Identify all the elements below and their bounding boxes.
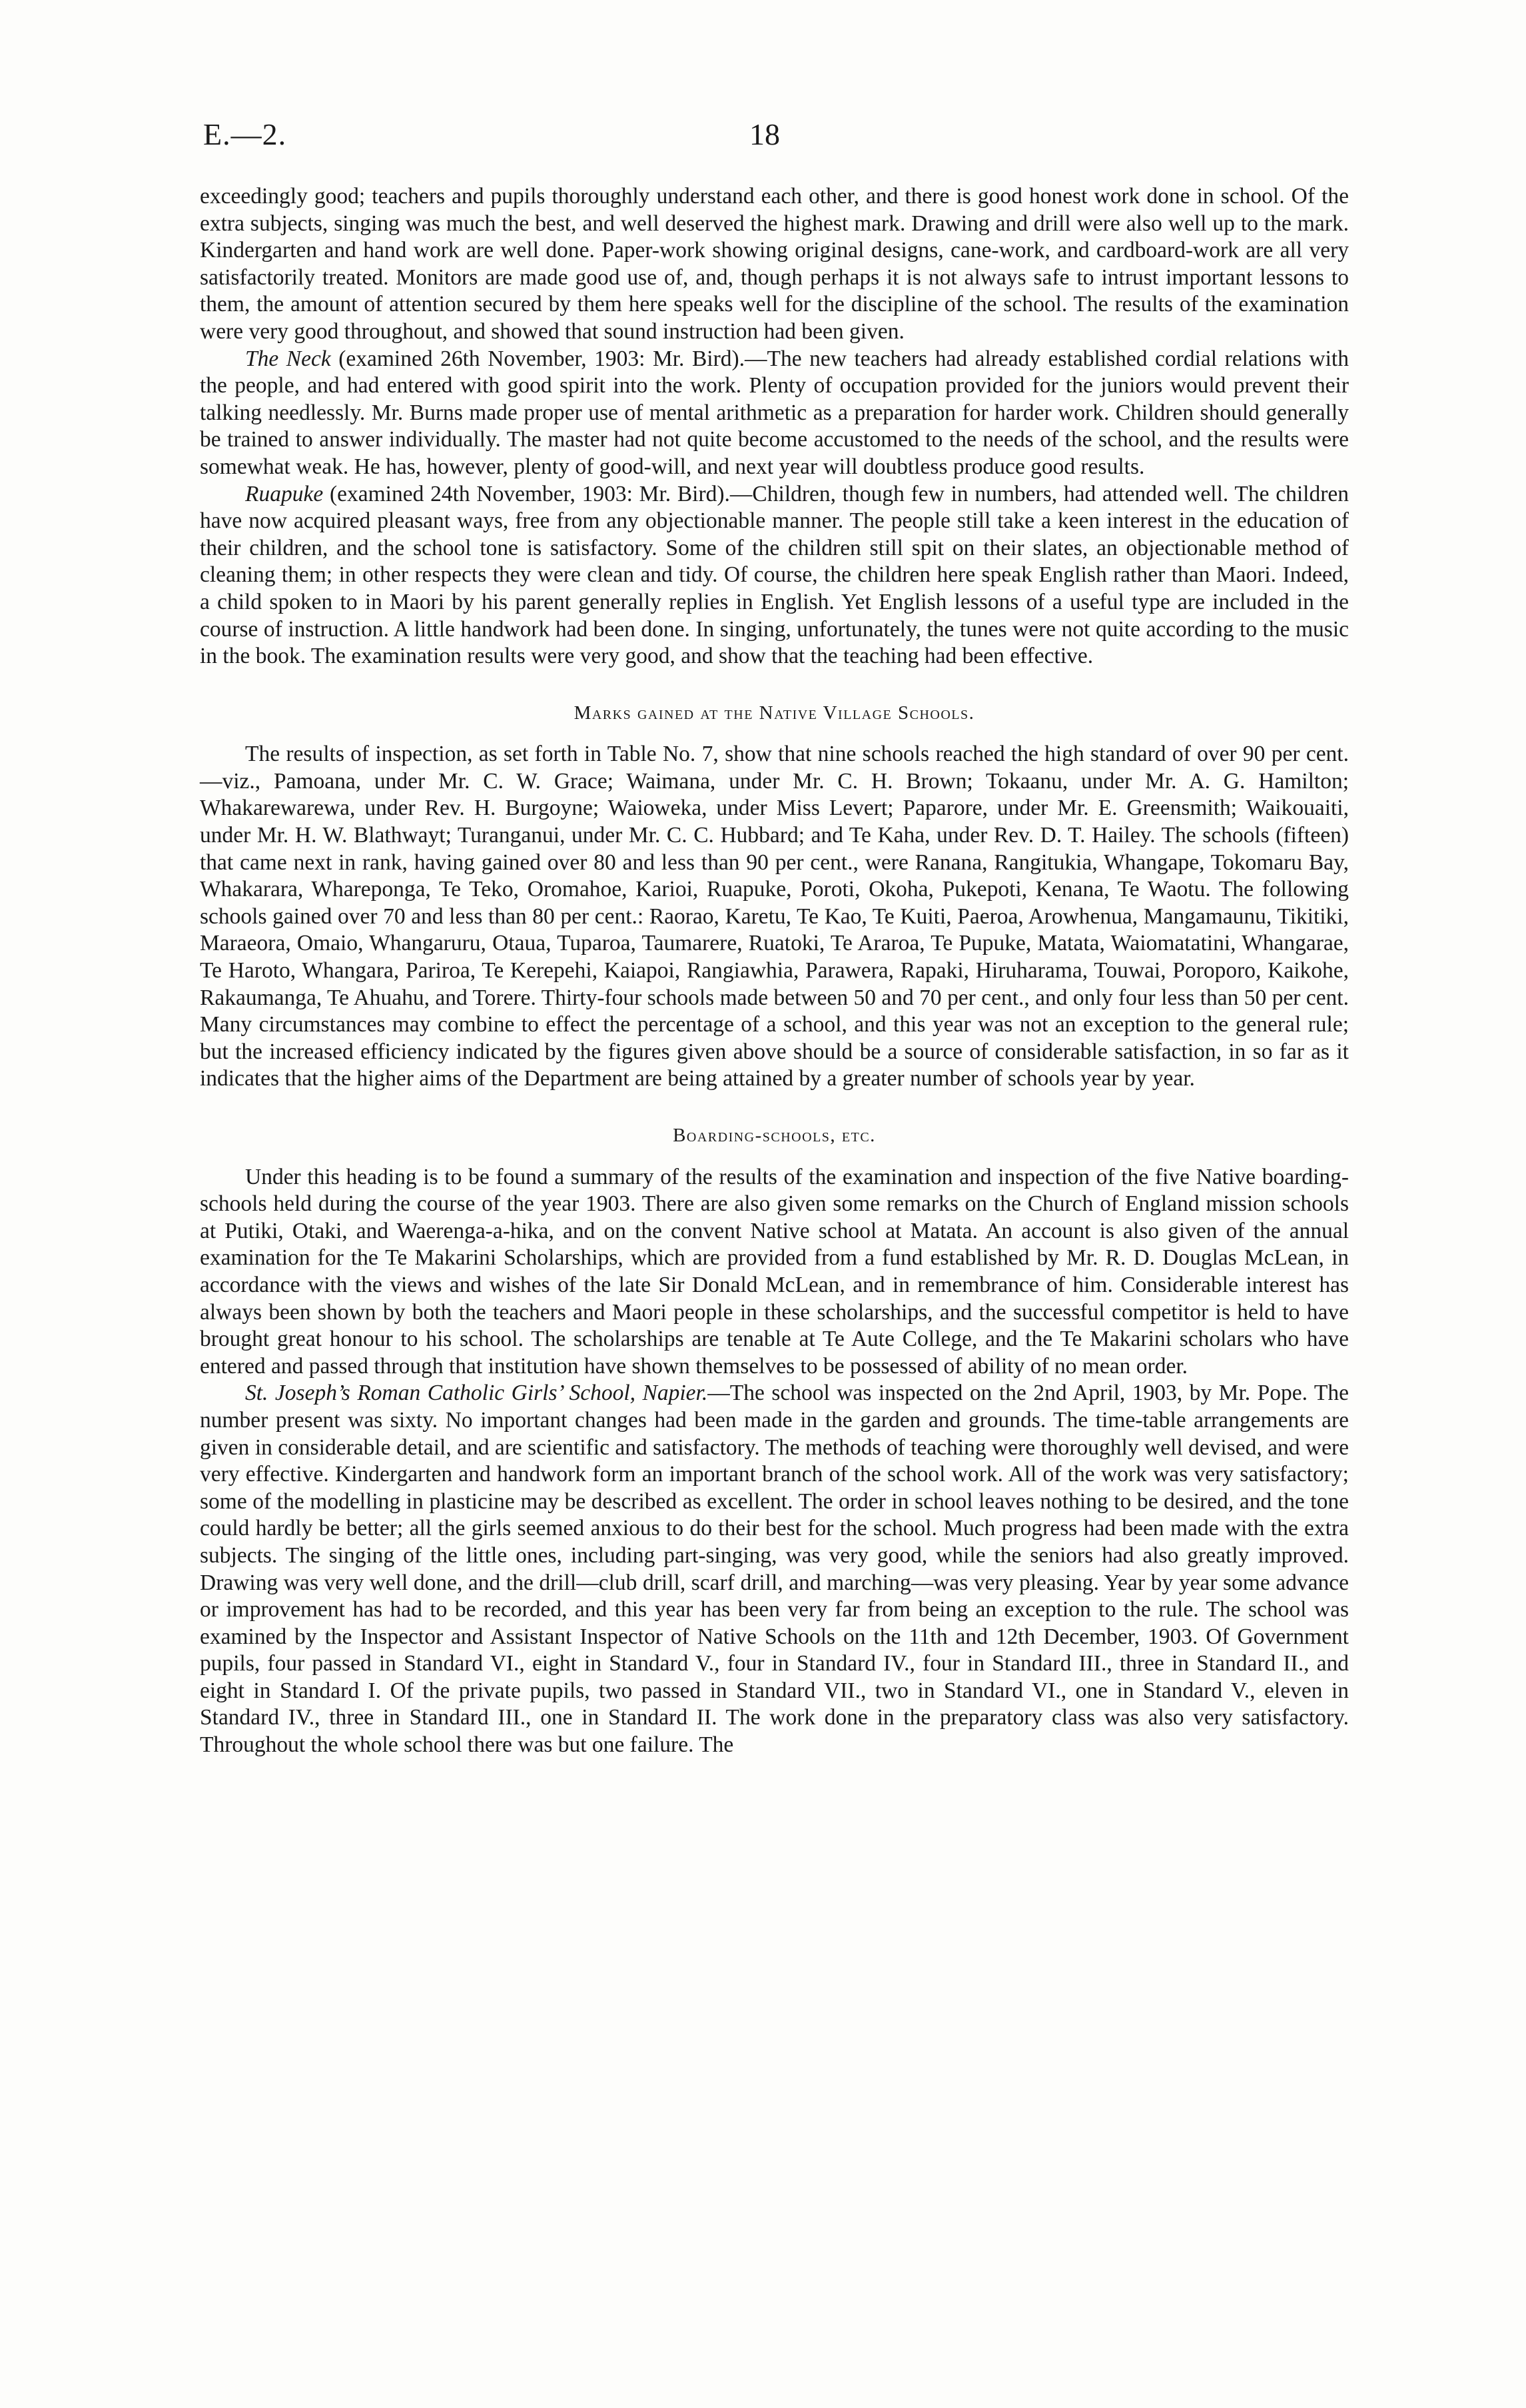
marks-section-heading: Marks gained at the Native Village Schools. (573, 702, 975, 724)
page-number: 18 (749, 117, 780, 151)
page-body (200, 183, 1349, 1759)
neck-text: (examined 26th November, 1903: Mr. Bird).—The new teachers had already established cordial relations with the people, and had entered with good spirit into the work. Plenty of occupation provided for the juniors would prevent their talking needlessly. Mr. Burns made proper use of mental arithmetic as a preparation for harder work. Children should generally be trained to answer individually. The master had not quite become accustomed to the needs of the school, and the results were somewhat weak. He has, however, plenty of good-will, and next year will doubtless produce good results. (200, 346, 1349, 479)
neck-school-name: The Neck (245, 346, 331, 371)
ruapuke-school-name: Ruapuke (245, 481, 324, 506)
st-joseph-paragraph (200, 1380, 1349, 1758)
document-reference: E.—2. (203, 117, 287, 151)
intro-paragraph: exceedingly good; teachers and pupils thoroughly understand each other, and there is good honest work done in school. Of the extra subjects, singing was much the best, and well deserved the highest mark. Drawing and drill were also well up to the mark. Kindergarten and hand work are well done. Paper-work showing original designs, cane-work, and cardboard-work are all very satisfactorily treated. Monitors are made good use of, and, though perhaps it is not always safe to intrust important lessons to them, the amount of attention secured by them here speaks well for the discipline of the school. The results of the examination were very good throughout, and showed that sound instruction had been given. (200, 184, 1349, 344)
boarding-paragraph: Under this heading is to be found a summary of the results of the examination and inspection of the five Native boarding-schools held during the course of the year 1903. There are also given some remarks on the Church of England mission schools at Putiki, Otaki, and Waerenga-a-hika, and on the convent Native school at Matata. An account is also given of the annual examination for the Te Makarini Scholarships, which are provided from a fund established by Mr. R. D. Douglas McLean, in accordance with the views and wishes of the late Sir Donald McLean, and in remembrance of him. Considerable interest has always been shown by both the teachers and Maori people in these scholarships, and the successful competitor is held to have brought great honour to his school. The scholarships are tenable at Te Aute College, and the Te Makarini scholars who have entered and passed through that institution have shown themselves to be possessed of ability of no mean order. (200, 1164, 1349, 1379)
ruapuke-text: (examined 24th November, 1903: Mr. Bird).—Children, though few in numbers, had attended well. The children have now acquired pleasant ways, free from any objectionable manner. The people still take a keen interest in the education of their children, and the school tone is satisfactory. Some of the children still spit on their slates, an objectionable method of cleaning them; in other respects they were clean and tidy. Of course, the children here speak English rather than Maori. Indeed, a child spoken to in Maori by his parent generally replies in English. Yet English lessons of a useful type are included in the course of instruction. A little handwork had been done. In singing, unfortunately, the tunes were not quite according to the music in the book. The examination results were very good, and show that the teaching had been effective. (200, 481, 1349, 669)
st-joseph-school-name: St. Joseph’s Roman Catholic Girls’ School, Napier. (245, 1381, 708, 1406)
page-header (203, 117, 1349, 157)
boarding-section-heading: Boarding-schools, etc. (673, 1125, 876, 1146)
st-joseph-text: —The school was inspected on the 2nd April, 1903, by Mr. Pope. The number present was sixty. No important changes had been made in the garden and grounds. The time-table arrangements are given in considerable detail, and are scientific and satisfactory. The methods of teaching were thoroughly well devised, and were very effective. Kindergarten and handwork form an important branch of the school work. All of the work was very satisfactory; some of the modelling in plasticine may be described as excellent. The order in school leaves nothing to be desired, and the tone could hardly be better; all the girls seemed anxious to do their best for the school. Much progress had been made with the extra subjects. The singing of the little ones, including part-singing, was very good, while the seniors had also greatly improved. Drawing was very well done, and the drill—club drill, scarf drill, and marching—was very pleasing. Year by year some advance or improvement has had to be recorded, and this year has been very far from being an exception to the rule. The school was examined by the Inspector and Assistant Inspector of Native Schools on the 11th and 12th December, 1903. Of Government pupils, four passed in Standard VI., eight in Standard V., four in Standard IV., four in Standard III., three in Standard II., and eight in Standard I. Of the private pupils, two passed in Standard VII., two in Standard VI., one in Standard V., eleven in Standard IV., three in Standard III., one in Standard II. The work done in the preparatory class was also very satisfactory. Throughout the whole school there was but one failure. The (200, 1381, 1349, 1758)
ruapuke-paragraph (200, 481, 1349, 670)
marks-paragraph: The results of inspection, as set forth in Table No. 7, show that nine schools reached the high standard of over 90 per cent.—viz., Pamoana, under Mr. C. W. Grace; Waimana, under Mr. C. H. Brown; Tokaanu, under Mr. A. G. Hamilton; Whakarewarewa, under Rev. H. Burgoyne; Waioweka, under Miss Levert; Paparore, under Mr. E. Greensmith; Waikouaiti, under Mr. H. W. Blathwayt; Turanganui, under Mr. C. C. Hubbard; and Te Kaha, under Rev. D. T. Hailey. The schools (fifteen) that came next in rank, having gained over 80 and less than 90 per cent., were Ranana, Rangitukia, Whangape, Tokomaru Bay, Whakarara, Whareponga, Te Teko, Oromahoe, Karioi, Ruapuke, Poroti, Okoha, Pukepoti, Kenana, Te Waotu. The following schools gained over 70 and less than 80 per cent.: Raorao, Karetu, Te Kao, Te Kuiti, Paeroa, Arowhenua, Mangamaunu, Tikitiki, Maraeora, Omaio, Whangaruru, Otaua, Tuparoa, Taumarere, Ruatoki, Te Araroa, Te Pupuke, Matata, Waiomatatini, Whangarae, Te Haroto, Whangara, Pariroa, Te Kerepehi, Kaiapoi, Rangiawhia, Parawera, Rapaki, Hiruharama, Touwai, Poroporo, Kaikohe, Rakaumanga, Te Ahuahu, and Torere. Thirty-four schools made between 50 and 70 per cent., and only four less than 50 per cent. Many circumstances may combine to effect the percentage of a school, and this year was not an exception to the general rule; but the increased efficiency indicated by the figures given above should be a source of considerable satisfaction, in so far as it indicates that the higher aims of the Department are being attained by a greater number of schools year by year. (200, 742, 1349, 1091)
neck-paragraph (200, 346, 1349, 481)
